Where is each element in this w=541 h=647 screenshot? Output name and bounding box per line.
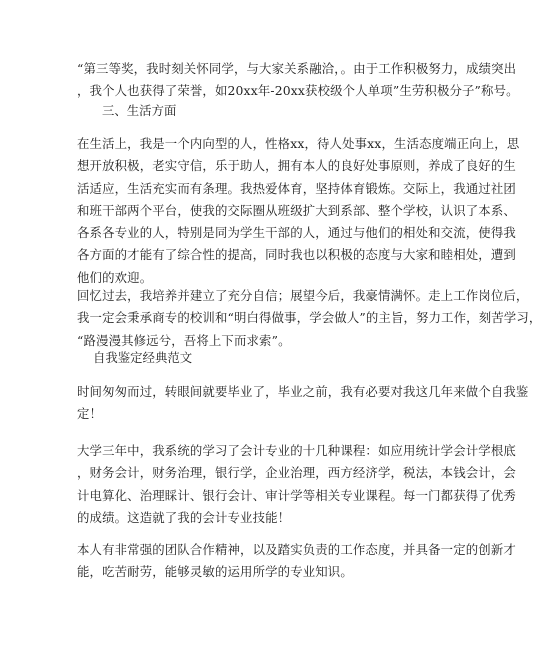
text-line: ，财务会计，财务治理，银行学，企业治理，西方经济学，税法，本钱会计，会 [77,465,516,481]
text-line: 能，吃苦耐劳，能够灵敏的运用所学的专业知识。 [77,564,353,580]
text-line: 计电算化、治理睬计、银行会计、审计学等相关专业课程。每一门都获得了优秀 [77,487,516,503]
text-line: 本人有非常强的团队合作精神，以及踏实负责的工作态度，并具备一定的创新才 [77,542,516,557]
text-line: 定！ [77,406,103,422]
text-line: 和班干部两个平台，使我的交际圈从班级扩大到系部、整个学校，认识了本系、 [77,202,516,218]
paragraph-reflection [77,285,541,352]
paragraph-intro [77,381,529,426]
text-line: 时间匆匆而过，转眼间就要毕业了，毕业之前，我有必要对我这几年来做个自我鉴 [77,384,529,399]
paragraph-life [77,133,520,289]
text-line: 回忆过去，我培养并建立了充分自信；展望今后，我豪情满怀。走上工作岗位后， [77,288,529,303]
text-line: 他们的欢迎。 [77,269,153,285]
section-heading-life: 三、生活方面 [102,103,177,118]
paragraph-honors [77,58,519,103]
text-line: 想开放积极，老实守信，乐于助人，拥有本人的良好处事原则，养成了良好的生 [77,158,516,174]
text-line: 各方面的才能有了综合性的提高，同时我也以积极的态度与大家和睦相处，遭到 [77,247,516,263]
text-line: 活适应，生活充实而有条理。我热爱体育，坚持体育锻炼。交际上，我通过社团 [77,180,516,196]
paragraph-teamwork [77,539,516,584]
text-line: ，我个人也获得了荣誉，如20xx年-20xx获校级个人单项”生劳积极分子”称号。 [77,83,519,99]
text-line: “第三等奖，我时刻关怀同学，与大家关系融洽，。由于工作积极努力，成绩突出 [77,61,517,76]
text-line: 各系各专业的人，特别是同为学生干部的人，通过与他们的相处和交流，使得我 [77,225,516,241]
section-heading-sample: 自我鉴定经典范文 [93,350,193,365]
text-line: 大学三年中，我系统的学习了会计专业的十几种课程：如应用统计学会计学根底 [77,443,516,458]
text-line: 在生活上，我是一个内向型的人，性格xx，待人处事xx，生活态度端正向上，思 [77,136,520,151]
text-line: “路漫漫其修远兮，吾将上下而求索”。 [77,332,291,348]
text-line: 我一定会秉承商专的校训和“明白得做事，学会做人”的主旨，努力工作，刻苦学习， [77,310,541,326]
paragraph-courses [77,440,516,529]
text-line: 的成绩。这造就了我的会计专业技能！ [77,509,291,525]
